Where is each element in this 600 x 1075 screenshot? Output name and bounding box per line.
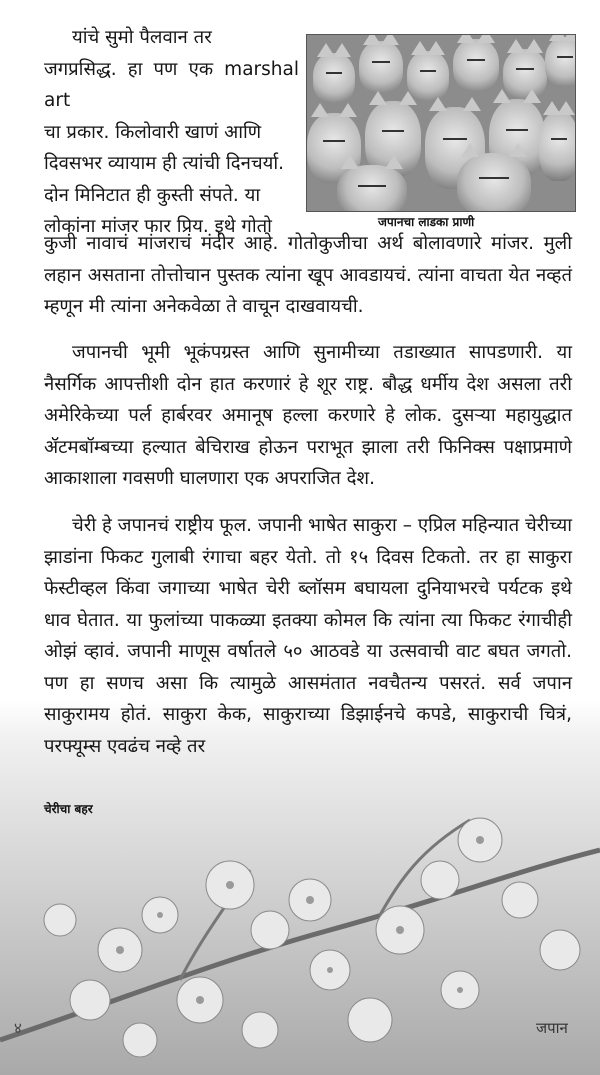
text-line: जगप्रसिद्ध. हा पण एक marshal art [44,58,299,111]
photo-caption: चेरीचा बहर [44,802,93,816]
paragraph-1-rest [44,228,572,323]
page-number: ४ [14,1019,22,1037]
running-footer: जपान [536,1019,568,1037]
photo-caption: जपानचा लाडका प्राणी [378,215,475,229]
paragraph-text: चेरी हे जपानचं राष्ट्रीय फूल. जपानी भाषेत साकुरा – एप्रिल महिन्यात चेरीच्या झाडांना फिकट गुलाबी रंगाचा बहर येतो. तो १५ दिवस टिकतो. तर हा साकुरा फेस्टीव्हल किंवा जगाच्या भाषेत चेरी ब्लॉसम बघायला दुनियाभरचे पर्यटक इथे धाव घेतात. या फुलांच्या पाकळ्या इतक्या कोमल कि त्यांना त्या फिकट रंगाचीही ओझं व्हावं. जपानी माणूस वर्षातले ५० आठवडे या उत्सवाची वाट बघत जगतो. पण हा सणच असा कि त्यामुळे आसमंतात नवचैतन्य पसरतं. सर्व जपान साकुरामय होतं. साकुरा केक, साकुराच्या डिझाईनचे कपडे, साकुराची चित्रं, परफ्यूम्स एवढंच नव्हे तर [44,515,572,757]
paragraph-text: कुजी नावाचं मांजराचं मंदीर आहे. गोतोकुजीचा अर्थ बोलावणारे मांजर. मुली लहान असताना तोत्तोचान पुस्तक त्यांना खूप आवडायचं. त्यांना वाचता येत नव्हतं म्हणून मी त्यांना अनेकवेळा ते वाचून दाखवायची. [44,233,572,317]
text-line: दोन मिनिटात ही कुस्ती संपते. या [44,184,261,206]
paragraph-3 [44,510,572,762]
text-line: चा प्रकार. किलोवारी खाणं आणि [44,121,262,143]
paragraph-1-top [44,22,299,243]
lucky-cats-photo [306,34,576,212]
text-line: यांचे सुमो पैलवान तर [72,27,212,48]
paragraph-2 [44,337,572,495]
text-line: लोकांना मांजर फार प्रिय. इथे गोतो [44,216,272,237]
paragraph-text: जपानची भूमी भूकंपग्रस्त आणि सुनामीच्या तडाख्यात सापडणारी. या नैसर्गिक आपत्तीशी दोन हात करणारं हे शूर राष्ट्र. बौद्ध धर्मीय देश असला तरी अमेरिकेच्या पर्ल हार्बरवर अमानूष हल्ला करणारे हे लोक. दुसऱ्या महायुद्धात ॲटमबॉम्बच्या हल्यात बेचिराख होऊन पराभूत झाला तरी फिनिक्स पक्षाप्रमाणे आकाशाला गवसणी घालणारा एक अपराजित देश. [44,342,572,489]
text-line: दिवसभर व्यायाम ही त्यांची दिनचर्या. [44,153,285,174]
